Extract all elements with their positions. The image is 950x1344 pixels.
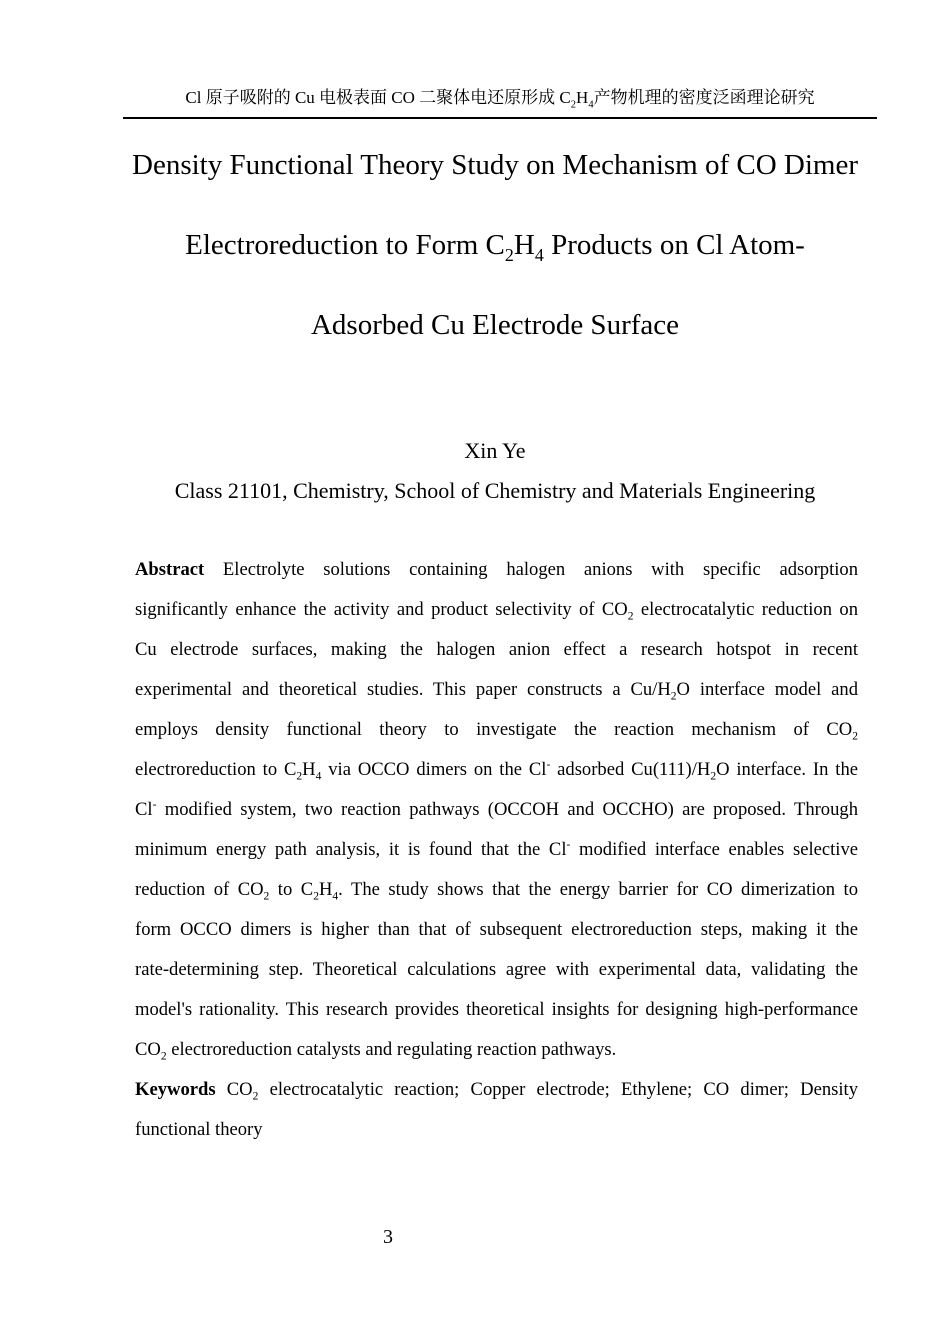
paper-title-line: Adsorbed Cu Electrode Surface — [310, 309, 679, 341]
abstract-line: Cl- modified system, two reaction pathways (OCCOH and OCCHO) are proposed. Through — [135, 798, 858, 820]
abstract-line: form OCCO dimers is higher than that of subsequent electroreduction steps, making it the — [135, 919, 858, 940]
keywords-line: Keywords $CO_2$ electrocatalytic reaction; Copper electrode; Ethylene; CO dimer; Density — [135, 1079, 858, 1103]
running-header-title: Cl 原子吸附的 Cu 电极表面 CO 二聚体电还原形成 $C_2H_4$产物机理的密度泛函理论研究 — [185, 88, 815, 111]
abstract-line: employs density functional theory to investigate the reaction mechanism of $CO_2$ — [135, 719, 858, 743]
abstract-line: minimum energy path analysis, it is found that the Cl- modified interface enables selective — [135, 838, 858, 860]
abstract-line: experimental and theoretical studies. This paper constructs a $Cu/H_2O$ interface model and — [135, 679, 859, 703]
abstract-paragraph — [135, 550, 858, 1070]
abstract-line: rate-determining step. Theoretical calculations agree with experimental data, validating the — [135, 959, 858, 980]
abstract-line: model's rationality. This research provides theoretical insights for designing high-performance — [135, 999, 858, 1020]
author-affiliation: Class 21101, Chemistry, School of Chemistry and Materials Engineering — [174, 478, 816, 503]
paper-title-line: Density Functional Theory Study on Mechanism of CO Dimer — [132, 149, 858, 181]
abstract-line: Cu electrode surfaces, making the halogen anion effect a research hotspot in recent — [135, 639, 858, 660]
abstract-line: $CO_2$ electroreduction catalysts and regulating reaction pathways. — [135, 1039, 617, 1063]
keywords-paragraph — [135, 1070, 858, 1150]
page-number: 3 — [383, 1226, 393, 1248]
keywords-line: functional theory — [135, 1119, 263, 1140]
paper-title-line: Electroreduction to Form $C_2H_4$ Products on Cl Atom- — [185, 229, 805, 265]
abstract-line: electroreduction to $C_2H_4$ via OCCO dimers on the Cl- adsorbed $Cu(111)/H_2O$ interface. In the — [135, 758, 858, 783]
running-header — [123, 86, 877, 119]
abstract-line: significantly enhance the activity and product selectivity of $CO_2$ electrocatalytic reduction on — [135, 599, 858, 623]
abstract-line: Abstract Electrolyte solutions containing halogen anions with specific adsorption — [135, 559, 858, 580]
author-name: Xin Ye — [464, 438, 526, 463]
abstract-line: reduction of $CO_2$ to $C_2H_4$. The study shows that the energy barrier for CO dimerization to — [135, 879, 858, 903]
paper-title — [110, 125, 880, 365]
